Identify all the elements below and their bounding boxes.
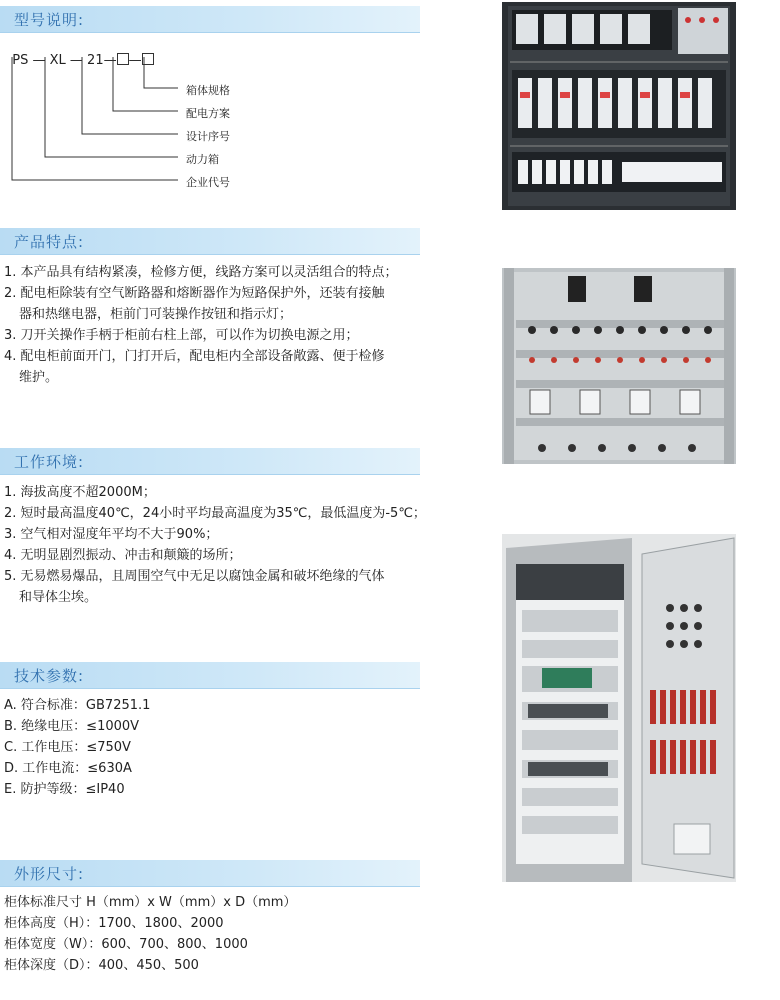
list-item: 5. 无易燃易爆品，且周围空气中无足以腐蚀金属和破坏绝缘的气体 xyxy=(4,569,385,584)
section-title: 技术参数: xyxy=(14,667,85,685)
section-title: 型号说明: xyxy=(14,11,85,29)
section-title: 产品特点: xyxy=(14,233,85,251)
section-title: 外形尺寸: xyxy=(14,865,85,883)
model-code: PS — XL — 21— — xyxy=(4,38,154,68)
section-header-tech xyxy=(0,662,420,689)
section-header-features xyxy=(0,228,420,255)
list-item: 1. 本产品具有结构紧凑，检修方便，线路方案可以灵活组合的特点； xyxy=(4,265,398,280)
list-item: 1. 海拔高度不超2000M； xyxy=(4,485,156,500)
list-item: 3. 空气相对湿度年平均不大于90%； xyxy=(4,527,219,542)
list-item: B. 绝缘电压：≤1000V xyxy=(4,719,140,734)
tech-list xyxy=(4,695,150,800)
label-design-serial: 设计序号 xyxy=(186,130,230,143)
list-item: 维护。 xyxy=(19,370,59,385)
label-distribution-scheme: 配电方案 xyxy=(186,107,230,120)
photo-cabinet-panel xyxy=(502,268,736,464)
code-part-serial: 21 xyxy=(87,53,104,68)
code-part-type: XL xyxy=(49,53,66,68)
label-company-code: 企业代号 xyxy=(186,176,230,189)
list-item: C. 工作电压：≤750V xyxy=(4,740,131,755)
list-item: 柜体高度（H）：1700、1800、2000 xyxy=(4,916,224,931)
section-header-dimensions xyxy=(0,860,420,887)
list-item: 柜体宽度（W）：600、700、800、1000 xyxy=(4,937,248,952)
list-item: 和导体尘埃。 xyxy=(19,590,98,605)
section-header-model xyxy=(0,6,420,33)
list-item: 柜体标准尺寸 H（mm）x W（mm）x D（mm） xyxy=(4,895,297,910)
list-item: 2. 短时最高温度40℃，24小时平均最高温度为35℃，最低温度为-5℃； xyxy=(4,506,426,521)
list-item: 器和热继电器，柜前门可装操作按钮和指示灯； xyxy=(19,307,293,322)
section-header-environment xyxy=(0,448,420,475)
list-item: 4. 配电柜前面开门，门打开后，配电柜内全部设备敞露、便于检修 xyxy=(4,349,385,364)
section-title: 工作环境: xyxy=(14,453,85,471)
environment-list xyxy=(4,482,426,608)
list-item: 3. 刀开关操作手柄于柜前右柱上部，可以作为切换电源之用； xyxy=(4,328,359,343)
list-item: E. 防护等级：≤IP40 xyxy=(4,782,125,797)
label-cabinet-size: 箱体规格 xyxy=(186,84,230,97)
features-list xyxy=(4,262,398,388)
label-power-box: 动力箱 xyxy=(186,153,219,166)
dimensions-list xyxy=(4,892,296,976)
list-item: D. 工作电流：≤630A xyxy=(4,761,132,776)
list-item: 2. 配电柜除装有空气断路器和熔断器作为短路保护外，还装有接触 xyxy=(4,286,385,301)
code-part-company: PS xyxy=(12,53,29,68)
list-item: 柜体深度（D）：400、450、500 xyxy=(4,958,199,973)
photo-cabinet-interior xyxy=(502,2,736,210)
list-item: A. 符合标准：GB7251.1 xyxy=(4,698,151,713)
photo-cabinet-open xyxy=(502,534,736,882)
list-item: 4. 无明显剧烈振动、冲击和颠簸的场所； xyxy=(4,548,242,563)
model-diagram-lines xyxy=(0,55,190,205)
